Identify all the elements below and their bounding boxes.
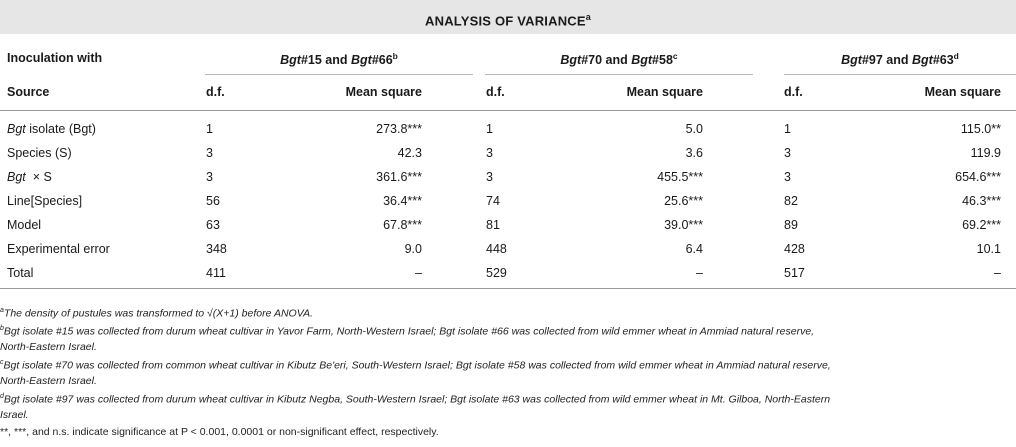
group-3-rule bbox=[784, 74, 1016, 75]
ms-header-3: Mean square bbox=[924, 85, 1001, 99]
df-cell: 89 bbox=[784, 218, 798, 232]
mean-square-cell: 5.0 bbox=[685, 122, 703, 136]
df-cell: 1 bbox=[784, 122, 791, 136]
df-cell: 3 bbox=[206, 146, 213, 160]
header-rule bbox=[0, 110, 1016, 111]
mean-square-cell: – bbox=[696, 266, 703, 280]
footnote-d-text: Bgt isolate #97 was collected from durum wheat cultivar in Kibutz Negba, South-Western Israel; Bgt isolate #63 was collected from wild emmer wheat in Mt. Gilboa, North-Eastern bbox=[3, 393, 831, 406]
mean-square-cell: 46.3*** bbox=[962, 194, 1001, 208]
footnote-d bbox=[0, 389, 1000, 423]
row-source-text: Experimental error bbox=[7, 242, 110, 256]
df-cell: 81 bbox=[486, 218, 500, 232]
group-1-mid: #15 and bbox=[300, 53, 351, 68]
mean-square-cell: 654.6*** bbox=[955, 170, 1001, 184]
footnote-b-text-cont: North-Eastern Israel. bbox=[0, 340, 97, 353]
mean-square-cell: 455.5*** bbox=[657, 170, 703, 184]
group-3-name-a: Bgt bbox=[841, 53, 862, 68]
group-1-footnote-mark: b bbox=[392, 51, 398, 61]
table-title-footnote-mark: a bbox=[585, 12, 591, 22]
footnote-b-text: Bgt isolate #15 was collected from durum wheat cultivar in Yavor Farm, North-Western Israel; Bgt isolate #66 was collected from wild emmer wheat in Ammiad natural reserve, bbox=[3, 325, 815, 338]
footnote-c-text-cont: North-Eastern Israel. bbox=[0, 374, 97, 387]
df-cell: 74 bbox=[486, 194, 500, 208]
row-source-text: Total bbox=[7, 266, 34, 280]
df-cell: 3 bbox=[486, 170, 493, 184]
group-3-footnote-mark: d bbox=[953, 51, 959, 61]
table-row bbox=[0, 242, 1016, 260]
mean-square-cell: 69.2*** bbox=[962, 218, 1001, 232]
group-header-3 bbox=[784, 51, 1016, 67]
group-2-mid: #70 and bbox=[581, 53, 632, 68]
group-1-name-b: Bgt bbox=[350, 53, 372, 68]
mean-square-cell: – bbox=[415, 266, 422, 280]
footnote-d-text-cont: Israel. bbox=[0, 408, 29, 421]
footnote-a-text: The density of pustules was transformed to √(X+1) before ANOVA. bbox=[3, 307, 314, 320]
row-source bbox=[7, 218, 41, 232]
mean-square-cell: 3.6 bbox=[685, 146, 703, 160]
mean-square-cell: 36.4*** bbox=[383, 194, 422, 208]
df-cell: 63 bbox=[206, 218, 220, 232]
df-cell: 411 bbox=[206, 266, 226, 280]
footnote-significance-text: **, ***, and n.s. indicate significance at P < 0.001, 0.0001 or non-significant effect, respectively. bbox=[0, 426, 439, 438]
group-2-name-b: Bgt bbox=[631, 53, 653, 68]
column-header-row bbox=[0, 85, 1016, 103]
ms-header-1: Mean square bbox=[345, 85, 422, 99]
group-2-name-a: Bgt bbox=[560, 53, 582, 68]
df-cell: 82 bbox=[784, 194, 798, 208]
row-source bbox=[7, 242, 110, 256]
mean-square-cell: 25.6*** bbox=[664, 194, 703, 208]
df-cell: 448 bbox=[486, 242, 507, 256]
footnote-c-mark: c bbox=[0, 359, 4, 366]
footnote-b bbox=[0, 321, 1000, 355]
group-3-mid: #97 and bbox=[861, 53, 912, 68]
table-title bbox=[0, 0, 1016, 34]
row-source-text: Line[Species] bbox=[7, 194, 83, 208]
df-cell: 3 bbox=[784, 146, 791, 160]
inoculation-label: Inoculation with bbox=[7, 51, 103, 65]
group-1-post: #66 bbox=[371, 53, 393, 68]
mean-square-cell: 361.6*** bbox=[376, 170, 422, 184]
row-source-text: Model bbox=[7, 218, 42, 232]
group-2-footnote-mark: c bbox=[672, 51, 678, 61]
mean-square-cell: 119.9 bbox=[970, 146, 1001, 160]
table-row bbox=[0, 146, 1016, 164]
row-source-text: × S bbox=[29, 170, 52, 184]
df-cell: 56 bbox=[206, 194, 220, 208]
df-cell: 1 bbox=[206, 122, 213, 136]
mean-square-cell: 9.0 bbox=[404, 242, 422, 256]
footnote-significance bbox=[0, 425, 1000, 440]
group-header-2 bbox=[485, 51, 753, 67]
source-header: Source bbox=[7, 85, 50, 99]
footnote-c-text: Bgt isolate #70 was collected from common wheat cultivar in Kibutz Be'eri, South-Western Israel; Bgt isolate #58 was collected from wild emmer wheat in Ammiad natural reserve, bbox=[3, 359, 831, 372]
row-source bbox=[7, 194, 82, 208]
table-row bbox=[0, 266, 1016, 284]
group-header-1 bbox=[205, 51, 473, 67]
group-3-name-b: Bgt bbox=[911, 53, 933, 68]
row-source-italic: Bgt bbox=[7, 122, 26, 136]
row-source bbox=[7, 146, 72, 160]
row-source bbox=[7, 266, 33, 280]
df-header-2: d.f. bbox=[486, 85, 505, 99]
row-source-text: Species (S) bbox=[7, 146, 72, 160]
df-cell: 517 bbox=[784, 266, 805, 280]
mean-square-cell: 39.0*** bbox=[664, 218, 703, 232]
footnote-a-mark: a bbox=[0, 307, 4, 314]
footnote-b-mark: b bbox=[0, 325, 4, 332]
mean-square-cell: 115.0** bbox=[960, 122, 1001, 136]
mean-square-cell: 273.8*** bbox=[376, 122, 422, 136]
row-source bbox=[7, 122, 96, 136]
footnote-d-mark: d bbox=[0, 393, 4, 400]
group-2-rule bbox=[485, 74, 753, 75]
mean-square-cell: 6.4 bbox=[685, 242, 703, 256]
df-header-1: d.f. bbox=[206, 85, 225, 99]
row-source-italic: Bgt bbox=[7, 170, 26, 184]
bottom-rule bbox=[0, 288, 1016, 289]
table-title-text: ANALYSIS OF VARIANCE bbox=[425, 13, 586, 29]
footnote-a bbox=[0, 303, 1000, 322]
group-3-post: #63 bbox=[932, 53, 954, 68]
row-source bbox=[7, 170, 52, 184]
group-1-rule bbox=[205, 74, 473, 75]
df-cell: 348 bbox=[206, 242, 227, 256]
mean-square-cell: 42.3 bbox=[397, 146, 422, 160]
ms-header-2: Mean square bbox=[626, 85, 703, 99]
group-2-post: #58 bbox=[652, 53, 673, 68]
df-cell: 3 bbox=[486, 146, 493, 160]
table-row bbox=[0, 122, 1016, 140]
table-row bbox=[0, 218, 1016, 236]
footnote-c bbox=[0, 355, 1000, 389]
df-cell: 3 bbox=[784, 170, 791, 184]
table-row bbox=[0, 194, 1016, 212]
group-1-name-a: Bgt bbox=[280, 53, 301, 68]
df-header-3: d.f. bbox=[784, 85, 803, 99]
mean-square-cell: 67.8*** bbox=[383, 218, 422, 232]
mean-square-cell: 10.1 bbox=[976, 242, 1001, 256]
df-cell: 529 bbox=[486, 266, 507, 280]
table-row bbox=[0, 170, 1016, 188]
df-cell: 1 bbox=[486, 122, 493, 136]
df-cell: 3 bbox=[206, 170, 213, 184]
mean-square-cell: – bbox=[994, 266, 1001, 280]
row-source-text: isolate (Bgt) bbox=[29, 122, 96, 136]
df-cell: 428 bbox=[784, 242, 805, 256]
group-header-row bbox=[0, 51, 1016, 69]
